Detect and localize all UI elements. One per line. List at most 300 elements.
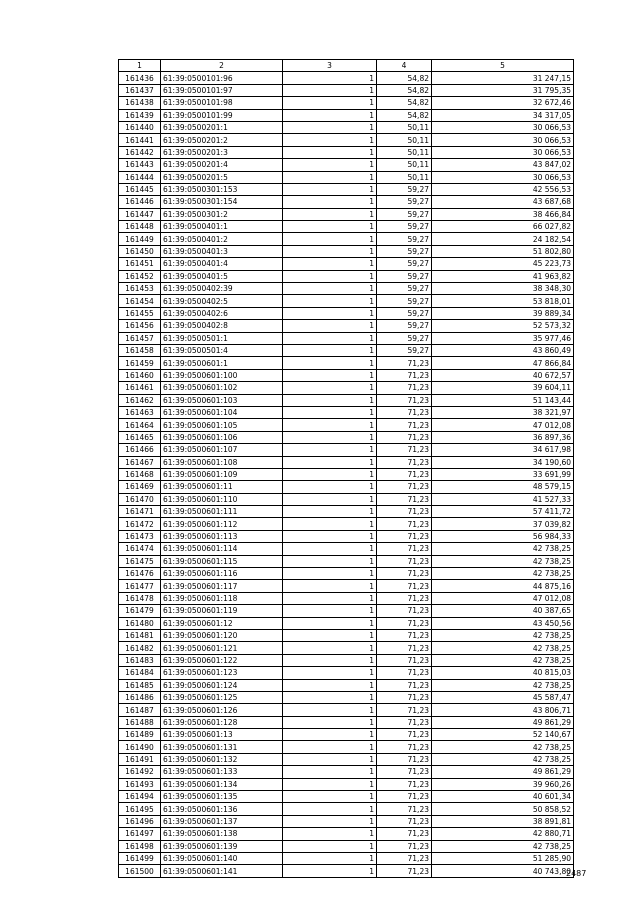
area-cell: 59,27 <box>377 270 432 282</box>
value-cell: 42 738,25 <box>432 555 574 567</box>
row-number-cell: 161489 <box>119 729 161 741</box>
count-cell: 1 <box>283 159 377 171</box>
count-cell: 1 <box>283 555 377 567</box>
row-number-cell: 161457 <box>119 332 161 344</box>
cadastral-number-cell: 61:39:0500601:105 <box>161 419 283 431</box>
area-cell: 71,23 <box>377 704 432 716</box>
area-cell: 71,23 <box>377 679 432 691</box>
cadastral-number-cell: 61:39:0500601:135 <box>161 791 283 803</box>
area-cell: 71,23 <box>377 778 432 790</box>
row-number-cell: 161486 <box>119 691 161 703</box>
cadastral-number-cell: 61:39:0500601:125 <box>161 691 283 703</box>
row-number-cell: 161479 <box>119 605 161 617</box>
table-row <box>119 283 574 295</box>
count-cell: 1 <box>283 629 377 641</box>
area-cell: 71,23 <box>377 753 432 765</box>
value-cell: 43 860,49 <box>432 344 574 356</box>
cadastral-number-cell: 61:39:0500601:121 <box>161 642 283 654</box>
value-cell: 45 587,47 <box>432 691 574 703</box>
table-row <box>119 791 574 803</box>
area-cell: 59,27 <box>377 208 432 220</box>
table-row <box>119 840 574 852</box>
count-cell: 1 <box>283 468 377 480</box>
table-row <box>119 605 574 617</box>
cadastral-number-cell: 61:39:0500601:133 <box>161 766 283 778</box>
table-row <box>119 468 574 480</box>
count-cell: 1 <box>283 382 377 394</box>
cadastral-number-cell: 61:39:0500601:139 <box>161 840 283 852</box>
area-cell: 59,27 <box>377 307 432 319</box>
value-cell: 42 738,25 <box>432 629 574 641</box>
row-number-cell: 161473 <box>119 530 161 542</box>
cadastral-number-cell: 61:39:0500601:12 <box>161 617 283 629</box>
area-cell: 71,23 <box>377 791 432 803</box>
table-row <box>119 183 574 195</box>
area-cell: 71,23 <box>377 853 432 865</box>
cadastral-number-cell: 61:39:0500401:5 <box>161 270 283 282</box>
area-cell: 71,23 <box>377 493 432 505</box>
table-row <box>119 592 574 604</box>
table-row <box>119 456 574 468</box>
value-cell: 31 795,35 <box>432 84 574 96</box>
area-cell: 71,23 <box>377 406 432 418</box>
count-cell: 1 <box>283 828 377 840</box>
row-number-cell: 161460 <box>119 369 161 381</box>
cadastral-number-cell: 61:39:0500601:126 <box>161 704 283 716</box>
count-cell: 1 <box>283 146 377 158</box>
row-number-cell: 161461 <box>119 382 161 394</box>
table-row <box>119 419 574 431</box>
count-cell: 1 <box>283 258 377 270</box>
area-cell: 71,23 <box>377 456 432 468</box>
cadastral-number-cell: 61:39:0500401:3 <box>161 245 283 257</box>
value-cell: 41 963,82 <box>432 270 574 282</box>
area-cell: 71,23 <box>377 815 432 827</box>
area-cell: 71,23 <box>377 481 432 493</box>
table-row <box>119 344 574 356</box>
cadastral-number-cell: 61:39:0500601:113 <box>161 530 283 542</box>
area-cell: 71,23 <box>377 444 432 456</box>
count-cell: 1 <box>283 283 377 295</box>
value-cell: 38 348,30 <box>432 283 574 295</box>
header-row <box>119 60 574 72</box>
table-row <box>119 568 574 580</box>
value-cell: 52 573,32 <box>432 320 574 332</box>
row-number-cell: 161466 <box>119 444 161 456</box>
row-number-cell: 161438 <box>119 97 161 109</box>
count-cell: 1 <box>283 134 377 146</box>
area-cell: 71,23 <box>377 840 432 852</box>
cadastral-number-cell: 61:39:0500401:2 <box>161 233 283 245</box>
row-number-cell: 161451 <box>119 258 161 270</box>
value-cell: 43 687,68 <box>432 196 574 208</box>
table-row <box>119 258 574 270</box>
table-row <box>119 530 574 542</box>
count-cell: 1 <box>283 568 377 580</box>
count-cell: 1 <box>283 592 377 604</box>
area-cell: 71,23 <box>377 431 432 443</box>
area-cell: 71,23 <box>377 382 432 394</box>
value-cell: 33 691,99 <box>432 468 574 480</box>
count-cell: 1 <box>283 72 377 84</box>
count-cell: 1 <box>283 456 377 468</box>
row-number-cell: 161465 <box>119 431 161 443</box>
table-row <box>119 518 574 530</box>
value-cell: 56 984,33 <box>432 530 574 542</box>
cadastral-number-cell: 61:39:0500601:122 <box>161 654 283 666</box>
table-row <box>119 245 574 257</box>
table-row <box>119 716 574 728</box>
area-cell: 59,27 <box>377 332 432 344</box>
count-cell: 1 <box>283 530 377 542</box>
row-number-cell: 161439 <box>119 109 161 121</box>
table-row <box>119 382 574 394</box>
table-row <box>119 159 574 171</box>
count-cell: 1 <box>283 580 377 592</box>
value-cell: 44 875,16 <box>432 580 574 592</box>
row-number-cell: 161446 <box>119 196 161 208</box>
row-number-cell: 161458 <box>119 344 161 356</box>
value-cell: 34 317,05 <box>432 109 574 121</box>
table-row <box>119 543 574 555</box>
cadastral-number-cell: 61:39:0500601:102 <box>161 382 283 394</box>
row-number-cell: 161452 <box>119 270 161 282</box>
value-cell: 47 866,84 <box>432 357 574 369</box>
count-cell: 1 <box>283 481 377 493</box>
cadastral-number-cell: 61:39:0500201:1 <box>161 121 283 133</box>
count-cell: 1 <box>283 109 377 121</box>
count-cell: 1 <box>283 815 377 827</box>
value-cell: 43 847,02 <box>432 159 574 171</box>
header-cell-4: 4 <box>377 60 432 72</box>
row-number-cell: 161483 <box>119 654 161 666</box>
area-cell: 71,23 <box>377 543 432 555</box>
header-cell-5: 5 <box>432 60 574 72</box>
cadastral-number-cell: 61:39:0500601:134 <box>161 778 283 790</box>
area-cell: 71,23 <box>377 468 432 480</box>
row-number-cell: 161467 <box>119 456 161 468</box>
value-cell: 30 066,53 <box>432 121 574 133</box>
count-cell: 1 <box>283 320 377 332</box>
table-row <box>119 72 574 84</box>
row-number-cell: 161441 <box>119 134 161 146</box>
row-number-cell: 161442 <box>119 146 161 158</box>
value-cell: 42 556,53 <box>432 183 574 195</box>
table-row <box>119 803 574 815</box>
value-cell: 51 802,80 <box>432 245 574 257</box>
count-cell: 1 <box>283 171 377 183</box>
row-number-cell: 161492 <box>119 766 161 778</box>
area-cell: 50,11 <box>377 171 432 183</box>
cadastral-number-cell: 61:39:0500601:116 <box>161 568 283 580</box>
row-number-cell: 161447 <box>119 208 161 220</box>
value-cell: 38 891,81 <box>432 815 574 827</box>
table-row <box>119 208 574 220</box>
count-cell: 1 <box>283 766 377 778</box>
value-cell: 34 617,98 <box>432 444 574 456</box>
table-row <box>119 667 574 679</box>
cadastral-number-cell: 61:39:0500601:123 <box>161 667 283 679</box>
table-row <box>119 97 574 109</box>
area-cell: 71,23 <box>377 555 432 567</box>
cadastral-number-cell: 61:39:0500201:4 <box>161 159 283 171</box>
row-number-cell: 161480 <box>119 617 161 629</box>
cadastral-number-cell: 61:39:0500402:8 <box>161 320 283 332</box>
row-number-cell: 161491 <box>119 753 161 765</box>
area-cell: 59,27 <box>377 245 432 257</box>
count-cell: 1 <box>283 605 377 617</box>
value-cell: 47 012,08 <box>432 419 574 431</box>
count-cell: 1 <box>283 183 377 195</box>
table-row <box>119 853 574 865</box>
table-row <box>119 729 574 741</box>
table-row <box>119 679 574 691</box>
area-cell: 71,23 <box>377 828 432 840</box>
count-cell: 1 <box>283 493 377 505</box>
row-number-cell: 161436 <box>119 72 161 84</box>
header-cell-1: 1 <box>119 60 161 72</box>
table-row <box>119 431 574 443</box>
cadastral-number-cell: 61:39:0500101:97 <box>161 84 283 96</box>
cadastral-number-cell: 61:39:0500601:115 <box>161 555 283 567</box>
row-number-cell: 161444 <box>119 171 161 183</box>
value-cell: 42 738,25 <box>432 840 574 852</box>
data-table <box>118 59 574 878</box>
cadastral-number-cell: 61:39:0500601:110 <box>161 493 283 505</box>
cadastral-number-cell: 61:39:0500101:99 <box>161 109 283 121</box>
page-number: 2487 <box>566 869 587 878</box>
row-number-cell: 161462 <box>119 394 161 406</box>
table-row <box>119 369 574 381</box>
area-cell: 59,27 <box>377 344 432 356</box>
count-cell: 1 <box>283 419 377 431</box>
cadastral-number-cell: 61:39:0500601:106 <box>161 431 283 443</box>
count-cell: 1 <box>283 84 377 96</box>
table-body <box>119 72 574 877</box>
cadastral-number-cell: 61:39:0500101:96 <box>161 72 283 84</box>
table-row <box>119 357 574 369</box>
cadastral-number-cell: 61:39:0500601:1 <box>161 357 283 369</box>
count-cell: 1 <box>283 431 377 443</box>
table-row <box>119 109 574 121</box>
area-cell: 54,82 <box>377 84 432 96</box>
row-number-cell: 161498 <box>119 840 161 852</box>
row-number-cell: 161445 <box>119 183 161 195</box>
table-row <box>119 580 574 592</box>
row-number-cell: 161453 <box>119 283 161 295</box>
value-cell: 32 672,46 <box>432 97 574 109</box>
value-cell: 50 858,52 <box>432 803 574 815</box>
area-cell: 71,23 <box>377 629 432 641</box>
count-cell: 1 <box>283 840 377 852</box>
value-cell: 30 066,53 <box>432 134 574 146</box>
cadastral-number-cell: 61:39:0500601:136 <box>161 803 283 815</box>
row-number-cell: 161481 <box>119 629 161 641</box>
count-cell: 1 <box>283 853 377 865</box>
value-cell: 66 027,82 <box>432 221 574 233</box>
table-row <box>119 642 574 654</box>
table-row <box>119 444 574 456</box>
row-number-cell: 161485 <box>119 679 161 691</box>
value-cell: 51 285,90 <box>432 853 574 865</box>
count-cell: 1 <box>283 654 377 666</box>
cadastral-number-cell: 61:39:0500501:1 <box>161 332 283 344</box>
table-row <box>119 146 574 158</box>
value-cell: 47 012,08 <box>432 592 574 604</box>
area-cell: 59,27 <box>377 283 432 295</box>
value-cell: 40 601,34 <box>432 791 574 803</box>
area-cell: 50,11 <box>377 121 432 133</box>
area-cell: 50,11 <box>377 159 432 171</box>
value-cell: 42 738,25 <box>432 543 574 555</box>
table-header <box>119 60 574 72</box>
cadastral-number-cell: 61:39:0500601:132 <box>161 753 283 765</box>
value-cell: 37 039,82 <box>432 518 574 530</box>
count-cell: 1 <box>283 221 377 233</box>
value-cell: 57 411,72 <box>432 506 574 518</box>
value-cell: 40 815,03 <box>432 667 574 679</box>
row-number-cell: 161463 <box>119 406 161 418</box>
value-cell: 42 880,71 <box>432 828 574 840</box>
row-number-cell: 161493 <box>119 778 161 790</box>
cadastral-number-cell: 61:39:0500301:154 <box>161 196 283 208</box>
table-row <box>119 617 574 629</box>
table-row <box>119 778 574 790</box>
value-cell: 52 140,67 <box>432 729 574 741</box>
table-row <box>119 270 574 282</box>
row-number-cell: 161494 <box>119 791 161 803</box>
value-cell: 36 897,36 <box>432 431 574 443</box>
value-cell: 39 960,26 <box>432 778 574 790</box>
count-cell: 1 <box>283 791 377 803</box>
count-cell: 1 <box>283 233 377 245</box>
value-cell: 31 247,15 <box>432 72 574 84</box>
value-cell: 39 604,11 <box>432 382 574 394</box>
area-cell: 71,23 <box>377 865 432 877</box>
area-cell: 54,82 <box>377 72 432 84</box>
value-cell: 30 066,53 <box>432 146 574 158</box>
count-cell: 1 <box>283 121 377 133</box>
count-cell: 1 <box>283 617 377 629</box>
row-number-cell: 161499 <box>119 853 161 865</box>
cadastral-number-cell: 61:39:0500601:100 <box>161 369 283 381</box>
area-cell: 71,23 <box>377 369 432 381</box>
row-number-cell: 161448 <box>119 221 161 233</box>
area-cell: 71,23 <box>377 691 432 703</box>
table-row <box>119 704 574 716</box>
table-row <box>119 406 574 418</box>
row-number-cell: 161456 <box>119 320 161 332</box>
row-number-cell: 161474 <box>119 543 161 555</box>
row-number-cell: 161484 <box>119 667 161 679</box>
area-cell: 71,23 <box>377 741 432 753</box>
value-cell: 40 743,80 <box>432 865 574 877</box>
row-number-cell: 161470 <box>119 493 161 505</box>
area-cell: 71,23 <box>377 654 432 666</box>
count-cell: 1 <box>283 270 377 282</box>
count-cell: 1 <box>283 753 377 765</box>
area-cell: 71,23 <box>377 667 432 679</box>
count-cell: 1 <box>283 357 377 369</box>
count-cell: 1 <box>283 642 377 654</box>
table-row <box>119 134 574 146</box>
count-cell: 1 <box>283 691 377 703</box>
row-number-cell: 161450 <box>119 245 161 257</box>
area-cell: 71,23 <box>377 716 432 728</box>
cadastral-number-cell: 61:39:0500201:3 <box>161 146 283 158</box>
value-cell: 40 672,57 <box>432 369 574 381</box>
area-cell: 59,27 <box>377 221 432 233</box>
cadastral-number-cell: 61:39:0500601:108 <box>161 456 283 468</box>
cadastral-number-cell: 61:39:0500402:6 <box>161 307 283 319</box>
row-number-cell: 161500 <box>119 865 161 877</box>
row-number-cell: 161459 <box>119 357 161 369</box>
count-cell: 1 <box>283 506 377 518</box>
area-cell: 59,27 <box>377 295 432 307</box>
count-cell: 1 <box>283 518 377 530</box>
table-row <box>119 394 574 406</box>
table-row <box>119 828 574 840</box>
row-number-cell: 161440 <box>119 121 161 133</box>
header-cell-2: 2 <box>161 60 283 72</box>
row-number-cell: 161449 <box>119 233 161 245</box>
area-cell: 71,23 <box>377 530 432 542</box>
row-number-cell: 161454 <box>119 295 161 307</box>
area-cell: 71,23 <box>377 605 432 617</box>
cadastral-number-cell: 61:39:0500601:137 <box>161 815 283 827</box>
value-cell: 38 466,84 <box>432 208 574 220</box>
count-cell: 1 <box>283 716 377 728</box>
value-cell: 24 182,54 <box>432 233 574 245</box>
area-cell: 71,23 <box>377 642 432 654</box>
table-row <box>119 493 574 505</box>
value-cell: 42 738,25 <box>432 568 574 580</box>
cadastral-number-cell: 61:39:0500601:138 <box>161 828 283 840</box>
count-cell: 1 <box>283 196 377 208</box>
value-cell: 48 579,15 <box>432 481 574 493</box>
cadastral-number-cell: 61:39:0500601:103 <box>161 394 283 406</box>
count-cell: 1 <box>283 667 377 679</box>
table-row <box>119 506 574 518</box>
cadastral-number-cell: 61:39:0500301:2 <box>161 208 283 220</box>
table-row <box>119 741 574 753</box>
area-cell: 59,27 <box>377 233 432 245</box>
table-row <box>119 481 574 493</box>
area-cell: 71,23 <box>377 803 432 815</box>
cadastral-number-cell: 61:39:0500402:39 <box>161 283 283 295</box>
cadastral-number-cell: 61:39:0500601:104 <box>161 406 283 418</box>
cadastral-number-cell: 61:39:0500201:2 <box>161 134 283 146</box>
area-cell: 71,23 <box>377 617 432 629</box>
cadastral-number-cell: 61:39:0500601:114 <box>161 543 283 555</box>
value-cell: 43 806,71 <box>432 704 574 716</box>
table-row <box>119 121 574 133</box>
value-cell: 42 738,25 <box>432 741 574 753</box>
count-cell: 1 <box>283 394 377 406</box>
count-cell: 1 <box>283 444 377 456</box>
count-cell: 1 <box>283 704 377 716</box>
count-cell: 1 <box>283 803 377 815</box>
cadastral-number-cell: 61:39:0500601:111 <box>161 506 283 518</box>
row-number-cell: 161468 <box>119 468 161 480</box>
count-cell: 1 <box>283 97 377 109</box>
table-row <box>119 766 574 778</box>
value-cell: 39 889,34 <box>432 307 574 319</box>
table-row <box>119 753 574 765</box>
value-cell: 30 066,53 <box>432 171 574 183</box>
table-row <box>119 221 574 233</box>
area-cell: 59,27 <box>377 258 432 270</box>
